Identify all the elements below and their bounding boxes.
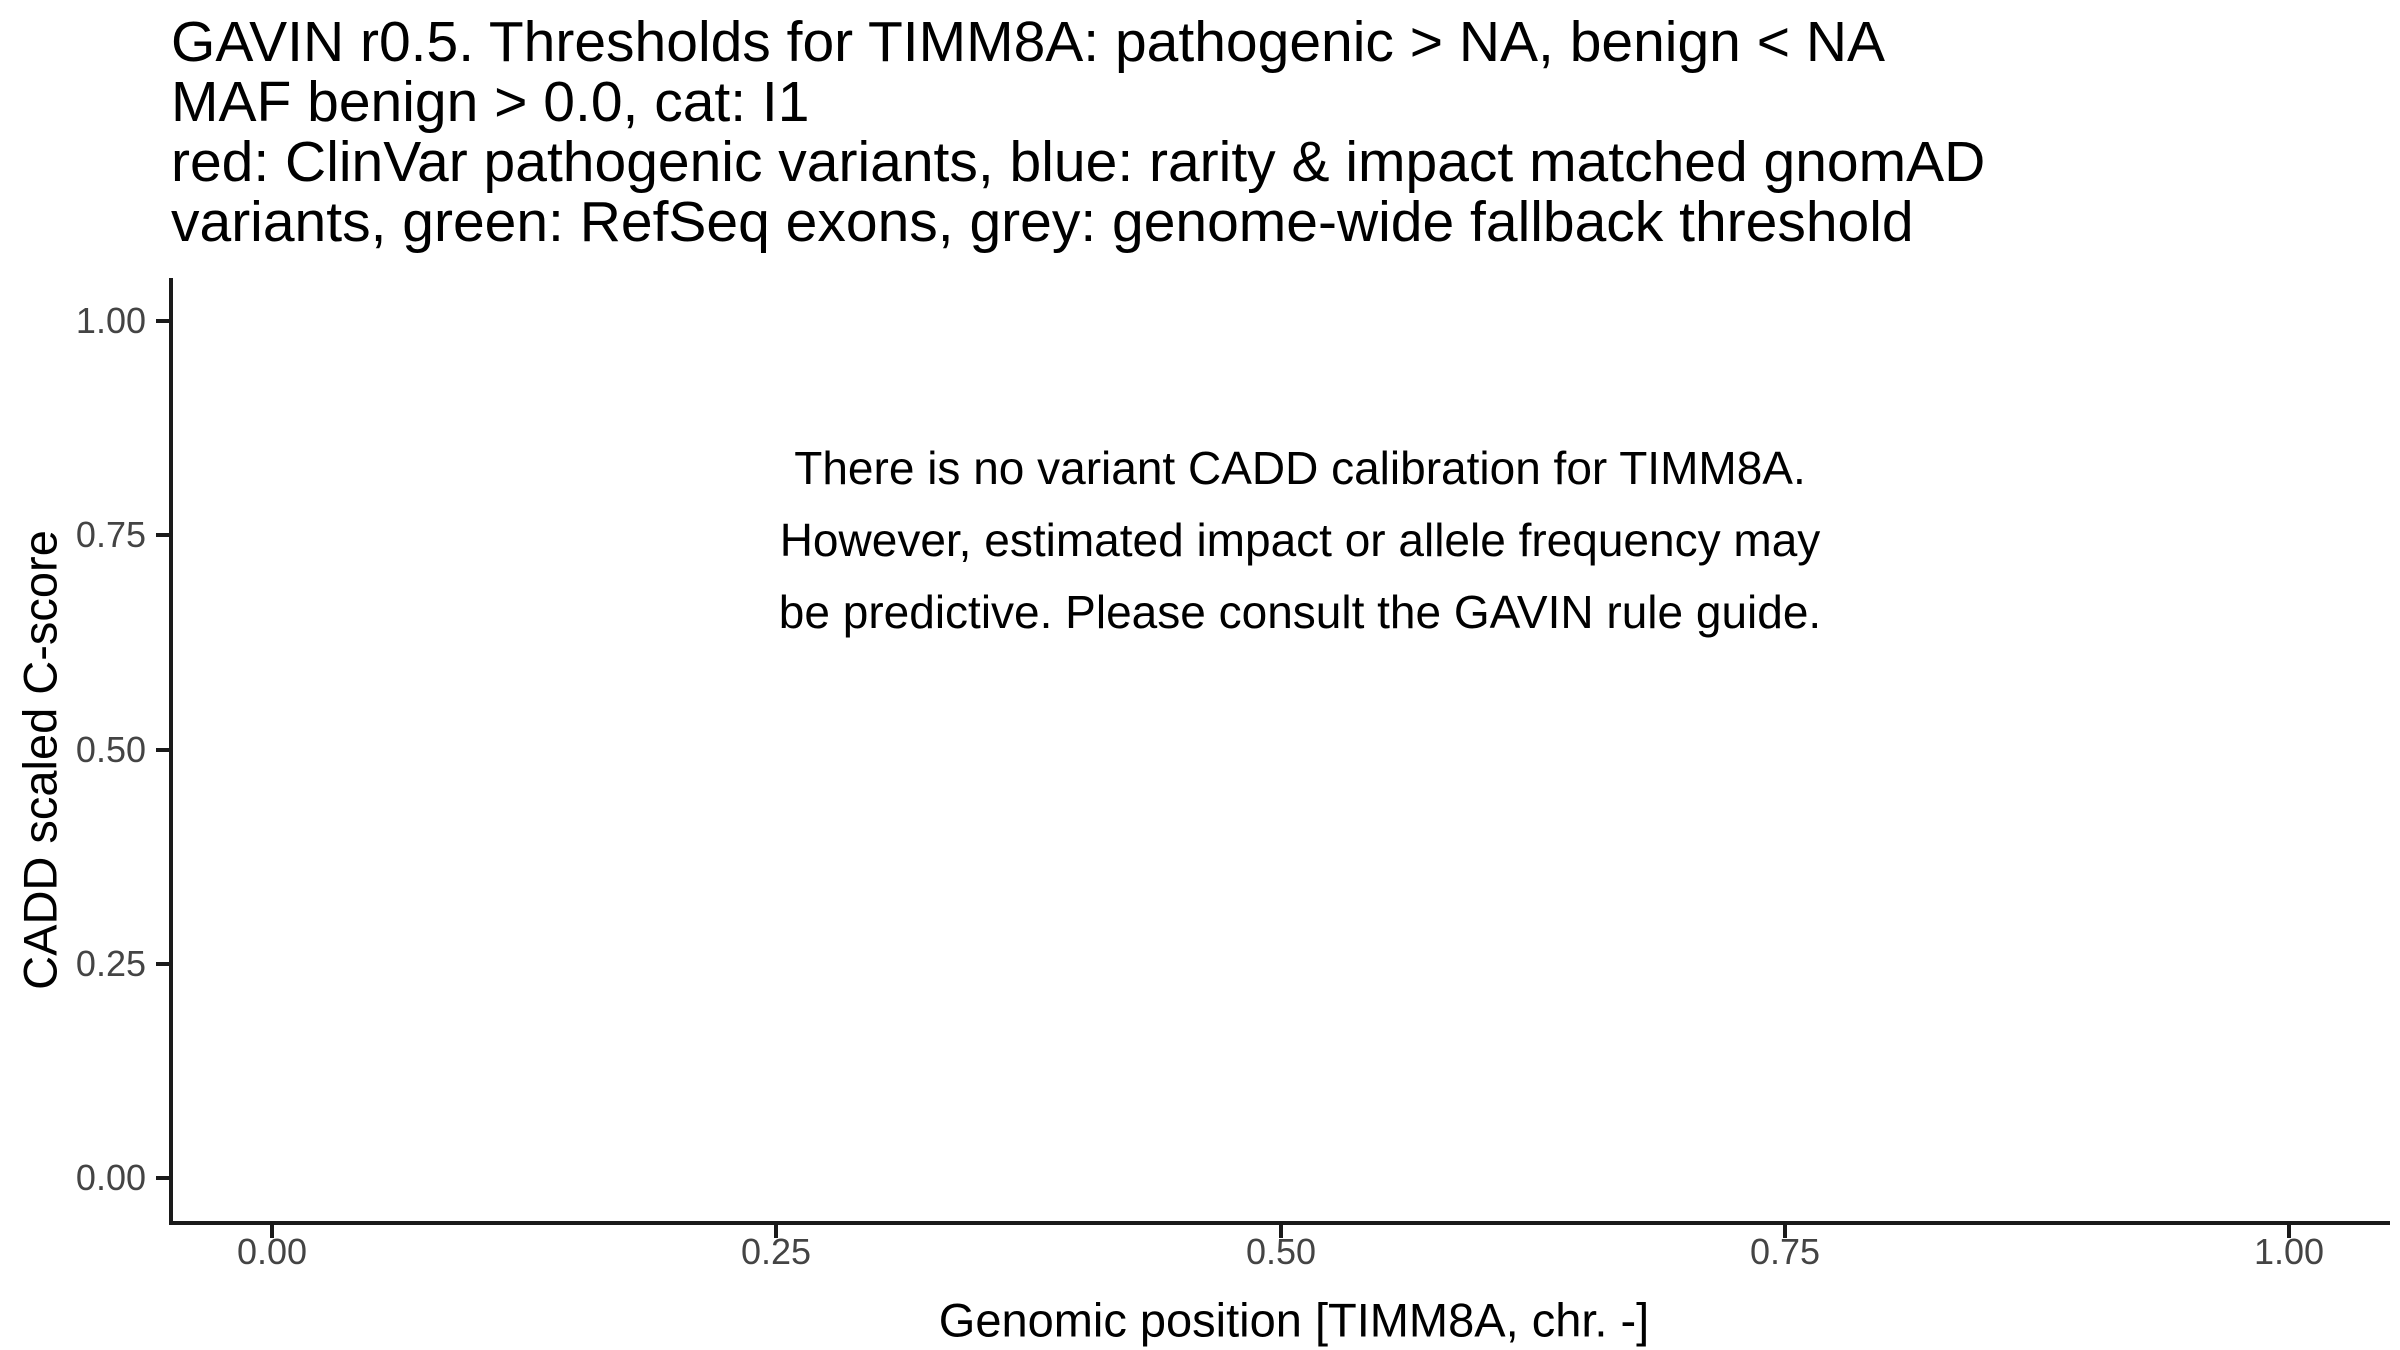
y-tick-mark [156, 748, 169, 752]
y-tick-label: 0.00 [75, 1157, 146, 1198]
y-tick-mark [156, 1176, 169, 1180]
plot-title-line-2: MAF benign > 0.0, cat: I1 [171, 70, 810, 134]
y-tick-label: 1.00 [75, 300, 146, 341]
x-tick-label: 0.00 [236, 1231, 308, 1272]
plot-title-line-4: variants, green: RefSeq exons, grey: genome-wide fallback threshold [171, 190, 1914, 254]
plot-title [171, 12, 1985, 252]
annotation-line-2: However, estimated impact or allele frequency may [779, 514, 1821, 566]
plot-title-line-3: red: ClinVar pathogenic variants, blue: rarity & impact matched gnomAD [171, 130, 1986, 194]
y-tick-mark [156, 962, 169, 966]
x-axis-title: Genomic position [TIMM8A, chr. -] [938, 1293, 1650, 1347]
y-axis-title: CADD scaled C-score [13, 530, 67, 990]
x-tick-label: 0.75 [1749, 1231, 1821, 1272]
plot-panel [169, 278, 2390, 1225]
annotation-line-3: be predictive. Please consult the GAVIN rule guide. [778, 586, 1822, 638]
x-tick-label: 0.50 [1245, 1231, 1317, 1272]
plot-title-line-1: GAVIN r0.5. Thresholds for TIMM8A: pathogenic > NA, benign < NA [171, 10, 1886, 74]
x-tick-label: 1.00 [2253, 1231, 2325, 1272]
x-tick-label: 0.25 [740, 1231, 812, 1272]
y-tick-label: 0.75 [75, 514, 146, 555]
annotation-line-1: There is no variant CADD calibration for TIMM8A. [794, 442, 1806, 494]
y-tick-mark [156, 319, 169, 323]
y-tick-mark [156, 533, 169, 537]
y-tick-label: 0.50 [75, 729, 146, 770]
no-calibration-annotation [779, 432, 1821, 648]
y-tick-label: 0.25 [75, 943, 146, 984]
